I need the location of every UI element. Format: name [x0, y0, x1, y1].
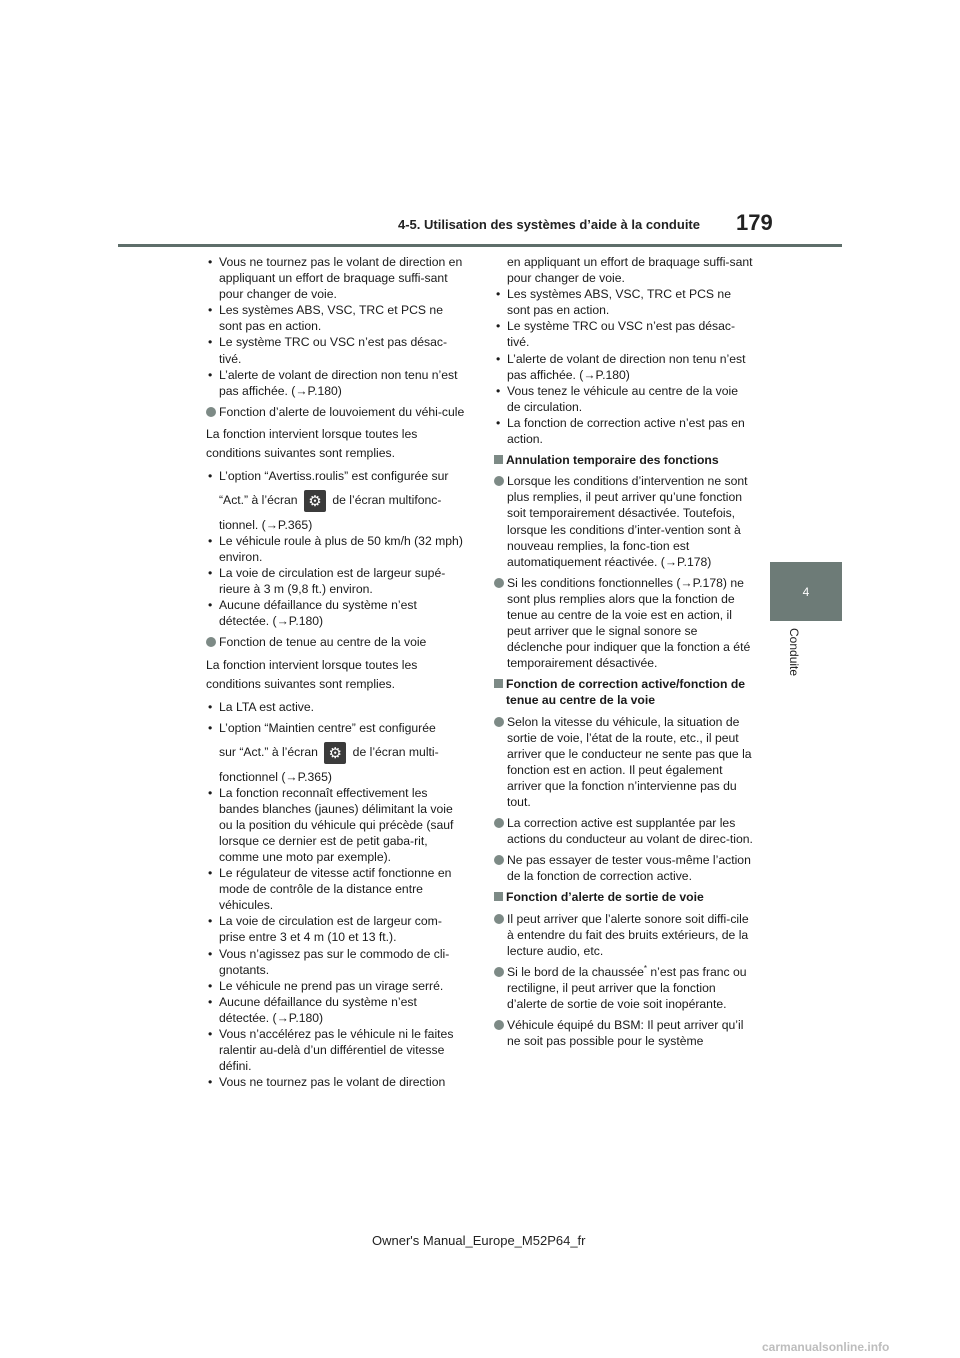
bullet-item: • Le véhicule ne prend pas un virage serré.: [206, 978, 468, 994]
bullet-item: • Vous n’agissez pas sur le commodo de cli-gnotants.: [206, 946, 468, 978]
note-item: La correction active est supplantée par les actions du conducteur au volant de direc-tion.: [494, 815, 754, 847]
inline-text: sur “Act.” à l’écran: [219, 744, 318, 759]
gear-icon: [304, 490, 326, 512]
footnote-marker: *: [643, 963, 647, 973]
note-item: Lorsque les conditions d’intervention ne sont plus remplies, il peut arriver qu’une fonction soit temporairement désactivée. Toutefois, lorsque les conditions d’inter-vention sont à nouveau remplies, la fonc-tion est automatiquement réactivée. (→P.178): [494, 473, 754, 570]
note-item: [494, 964, 754, 1012]
footer-text: Owner's Manual_Europe_M52P64_fr: [372, 1233, 586, 1248]
bullet-item: • Le véhicule roule à plus de 50 km/h (32 mph) environ.: [206, 533, 468, 565]
inline-text: n’est pas franc ou rectiligne, il peut arriver que la fonction d’alerte de sortie de voie soit inopérante.: [507, 964, 747, 1012]
bullet-item: • L’option “Maintien centre” est configurée: [206, 720, 468, 736]
bullet-item: • L’alerte de volant de direction non tenu n’est pas affichée. (→P.180): [206, 367, 468, 399]
bullet-item: • La voie de circulation est de largeur supé-rieure à 3 m (9,8 ft.) environ.: [206, 565, 468, 597]
inline-text: de l’écran multi-: [352, 744, 439, 759]
bullet-item: • L’option “Avertiss.roulis” est configurée sur: [206, 468, 468, 484]
bullet-continuation: fonctionnel (→P.365): [219, 769, 332, 784]
note-item: Véhicule équipé du BSM: Il peut arriver qu’il ne soit pas possible pour le système: [494, 1017, 754, 1049]
bullet-item: • Vous ne tournez pas le volant de direction en appliquant un effort de braquage suffi-sant pour changer de voie.: [206, 254, 468, 302]
header-rule: [118, 244, 842, 247]
bullet-item: • Le système TRC ou VSC n’est pas désac-tivé.: [206, 334, 468, 366]
bullet-item: • La fonction de correction active n’est pas en action.: [494, 415, 754, 447]
page-number: 179: [736, 210, 773, 235]
paragraph: La fonction intervient lorsque toutes les: [206, 426, 418, 441]
bullet-item: • L’alerte de volant de direction non tenu n’est pas affichée. (→P.180): [494, 351, 754, 383]
bullet-item: • La fonction reconnaît effectivement les bandes blanches (jaunes) délimitant la voie ou la position du véhicule qui précède (sauf lorsque ce dernier est de petit gaba-rit, comme une moto par exemple).: [206, 785, 468, 865]
bullet-item-with-icon: [206, 741, 468, 764]
note-item: Ne pas essayer de tester vous-même l’action de la fonction de correction active.: [494, 852, 754, 884]
bullet-item: • Aucune défaillance du système n’est détectée. (→P.180): [206, 597, 468, 629]
section-heading: Fonction de tenue au centre de la voie: [206, 634, 468, 650]
bullet-item: • Vous ne tournez pas le volant de direction: [206, 1074, 468, 1090]
bullet-item: • Les systèmes ABS, VSC, TRC et PCS ne sont pas en action.: [494, 286, 754, 318]
note-item: Si les conditions fonctionnelles (→P.178) ne sont plus remplies alors que la fonction de tenue au centre de la voie est en action, il peut arriver que le signal sonore se déclenche pour indiquer que la fonction a été temporairement désactivée.: [494, 575, 754, 672]
chapter-number: 4: [802, 584, 810, 599]
bullet-item: • Le système TRC ou VSC n’est pas désac-tivé.: [494, 318, 754, 350]
bullet-item: • Vous n’accélérez pas le véhicule ni le faites ralentir au-delà d’un différentiel de vitesse défini.: [206, 1026, 468, 1074]
inline-text: Si le bord de la chaussée: [507, 964, 644, 979]
note-item: Il peut arriver que l’alerte sonore soit diffi-cile à entendre du fait des bruits extérieurs, de la lecture audio, etc.: [494, 911, 754, 959]
bullet-item-with-icon: [206, 489, 468, 512]
bullet-item: • Aucune défaillance du système n’est détectée. (→P.180): [206, 994, 468, 1026]
bullet-item: • Les systèmes ABS, VSC, TRC et PCS ne sont pas en action.: [206, 302, 468, 334]
subsection-heading: Fonction d’alerte de sortie de voie: [494, 889, 754, 905]
gear-icon: [324, 742, 346, 764]
bullet-item: • Vous tenez le véhicule au centre de la voie de circulation.: [494, 383, 754, 415]
subsection-heading: Annulation temporaire des fonctions: [494, 452, 754, 468]
inline-text: “Act.” à l’écran: [219, 493, 298, 508]
right-column: [494, 254, 754, 1049]
bullet-item: • La voie de circulation est de largeur com-prise entre 3 et 4 m (10 et 13 ft.).: [206, 913, 468, 945]
watermark: carmanualsonline.info: [762, 1340, 890, 1354]
note-item: Selon la vitesse du véhicule, la situation de sortie de voie, l’état de la route, etc., il peut arriver que le conducteur ne sente pas que la fonction est en action. Il peut également arriver que la fonction n’intervienne pas du tout.: [494, 714, 754, 811]
left-column: [206, 254, 468, 1090]
bullet-item: • La LTA est active.: [206, 699, 468, 715]
bullet-continuation: en appliquant un effort de braquage suffi-sant pour changer de voie.: [507, 255, 753, 286]
paragraph: La fonction intervient lorsque toutes les: [206, 657, 418, 672]
bullet-item: • Le régulateur de vitesse actif fonctionne en mode de contrôle de la distance entre véhicules.: [206, 865, 468, 913]
paragraph: conditions suivantes sont remplies.: [206, 676, 396, 691]
inline-text: de l’écran multifonc-: [332, 493, 442, 508]
chapter-label: Conduite: [787, 628, 801, 677]
bullet-continuation: tionnel. (→P.365): [219, 517, 313, 532]
chapter-tab[interactable]: [770, 562, 842, 621]
subsection-heading: Fonction de correction active/fonction de tenue au centre de la voie: [494, 676, 754, 708]
header-title: 4-5. Utilisation des systèmes d’aide à la conduite: [398, 217, 700, 232]
paragraph: conditions suivantes sont remplies.: [206, 445, 396, 460]
section-heading: Fonction d’alerte de louvoiement du véhi-cule: [206, 404, 468, 420]
